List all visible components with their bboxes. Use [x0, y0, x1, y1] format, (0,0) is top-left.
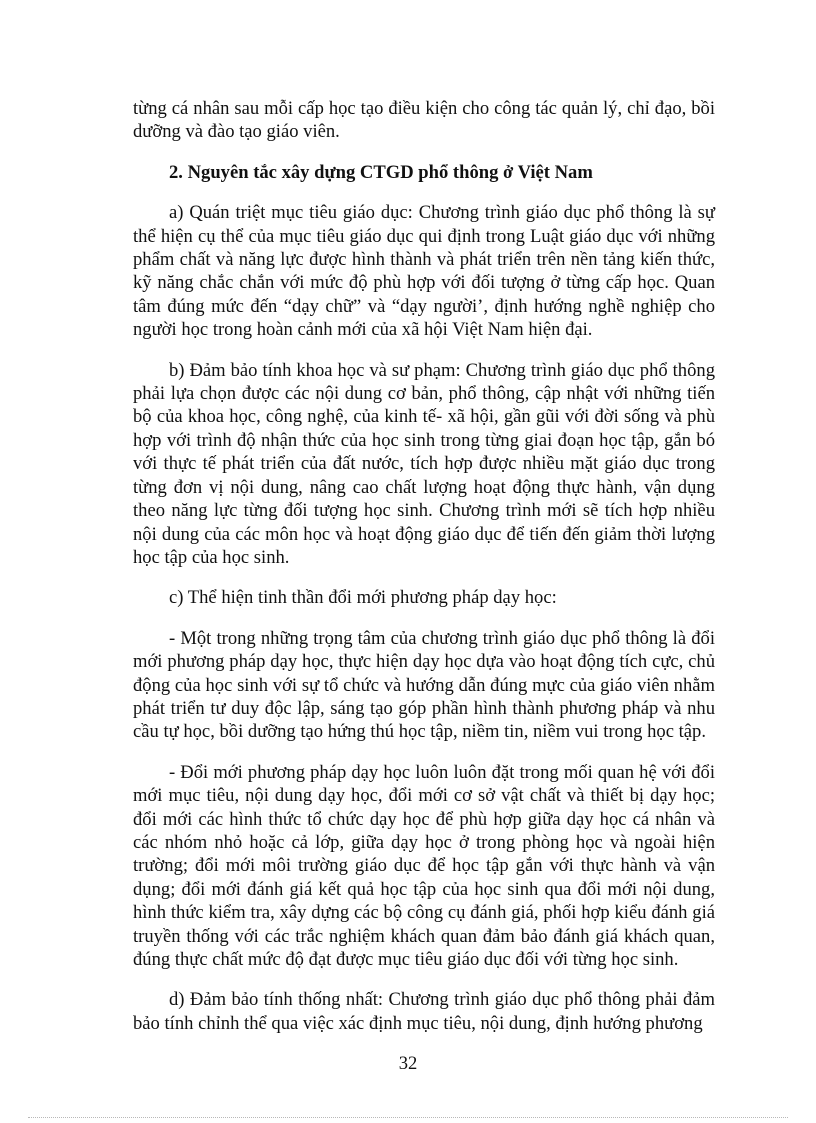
page-bottom-divider: [28, 1117, 788, 1118]
paragraph-bullet-2: - Đổi mới phương pháp dạy học luôn luôn đặt trong mối quan hệ với đổi mới mục tiêu, nội dung dạy học, đổi mới cơ sở vật chất và thiết bị dạy học; đổi mới các hình thức tổ chức dạy học để phù hợp giữa dạy học cá nhân và các nhóm nhỏ hoặc cả lớp, giữa dạy học ở trong phòng học và ngoài hiện trường; đổi mới môi trường giáo dục để học tập gắn với thực hành và vận dụng; đổi mới đánh giá kết quả học tập của học sinh qua đổi mới nội dung, hình thức kiểm tra, xây dựng các bộ công cụ đánh giá, phối hợp kiểu đánh giá truyền thống với các trắc nghiệm khách quan đảm bảo đánh giá khách quan, đúng thực chất mức độ đạt được mục tiêu giáo dục đối với từng học sinh.: [133, 761, 715, 970]
section-heading: 2. Nguyên tắc xây dựng CTGD phổ thông ở Việt Nam: [169, 161, 593, 183]
paragraph-principle-d: d) Đảm bảo tính thống nhất: Chương trình giáo dục phổ thông phải đảm bảo tính chỉnh thể qua việc xác định mục tiêu, nội dung, định hướng phương: [133, 989, 715, 1034]
paragraph-principle-b: b) Đảm bảo tính khoa học và sư phạm: Chương trình giáo dục phổ thông phải lựa chọn được các nội dung cơ bản, phổ thông, cập nhật với những tiến bộ của khoa học, công nghệ, của kinh tế- xã hội, gần gũi với đời sống và phù hợp với trình độ nhận thức của học sinh trong từng giai đoạn học tập, gắn bó với thực tế phát triển của đất nước, tích hợp được nhiều mặt giáo dục trong từng đơn vị nội dung, nâng cao chất lượng hoạt động thực hành, vận dụng theo năng lực từng đối tượng học sinh. Chương trình mới sẽ tích hợp nhiều nội dung của các môn học và hoạt động giáo dục để tiến đến giảm thời lượng học tập của học sinh.: [133, 359, 715, 568]
paragraph-principle-a: a) Quán triệt mục tiêu giáo dục: Chương trình giáo dục phổ thông là sự thể hiện cụ thể của mục tiêu giáo dục qui định trong Luật giáo dục với những phẩm chất và năng lực được hình thành và phát triển trên nền tảng kiến thức, kỹ năng chắc chắn với mức độ phù hợp với đối tượng ở từng cấp học. Quan tâm đúng mức đến “dạy chữ” và “dạy người’, định hướng nghề nghiệp cho người học trong hoàn cảnh mới của xã hội Việt Nam hiện đại.: [133, 202, 715, 341]
paragraph-bullet-1: - Một trong những trọng tâm của chương trình giáo dục phổ thông là đổi mới phương pháp dạy học, thực hiện dạy học dựa vào hoạt động tích cực, chủ động của học sinh với sự tổ chức và hướng dẫn đúng mực của giáo viên nhằm phát triển tư duy độc lập, sáng tạo góp phần hình thành phương pháp và nhu cầu tự học, bồi dưỡng tạo hứng thú học tập, niềm tin, niềm vui trong học tập.: [133, 627, 715, 743]
paragraph-principle-c: c) Thể hiện tinh thần đổi mới phương pháp dạy học:: [169, 587, 557, 609]
page-body: [133, 97, 715, 1052]
continuation-paragraph: từng cá nhân sau mỗi cấp học tạo điều kiện cho công tác quản lý, chỉ đạo, bồi dưỡng và đào tạo giáo viên.: [133, 98, 715, 143]
page-number: 32: [398, 1053, 418, 1074]
